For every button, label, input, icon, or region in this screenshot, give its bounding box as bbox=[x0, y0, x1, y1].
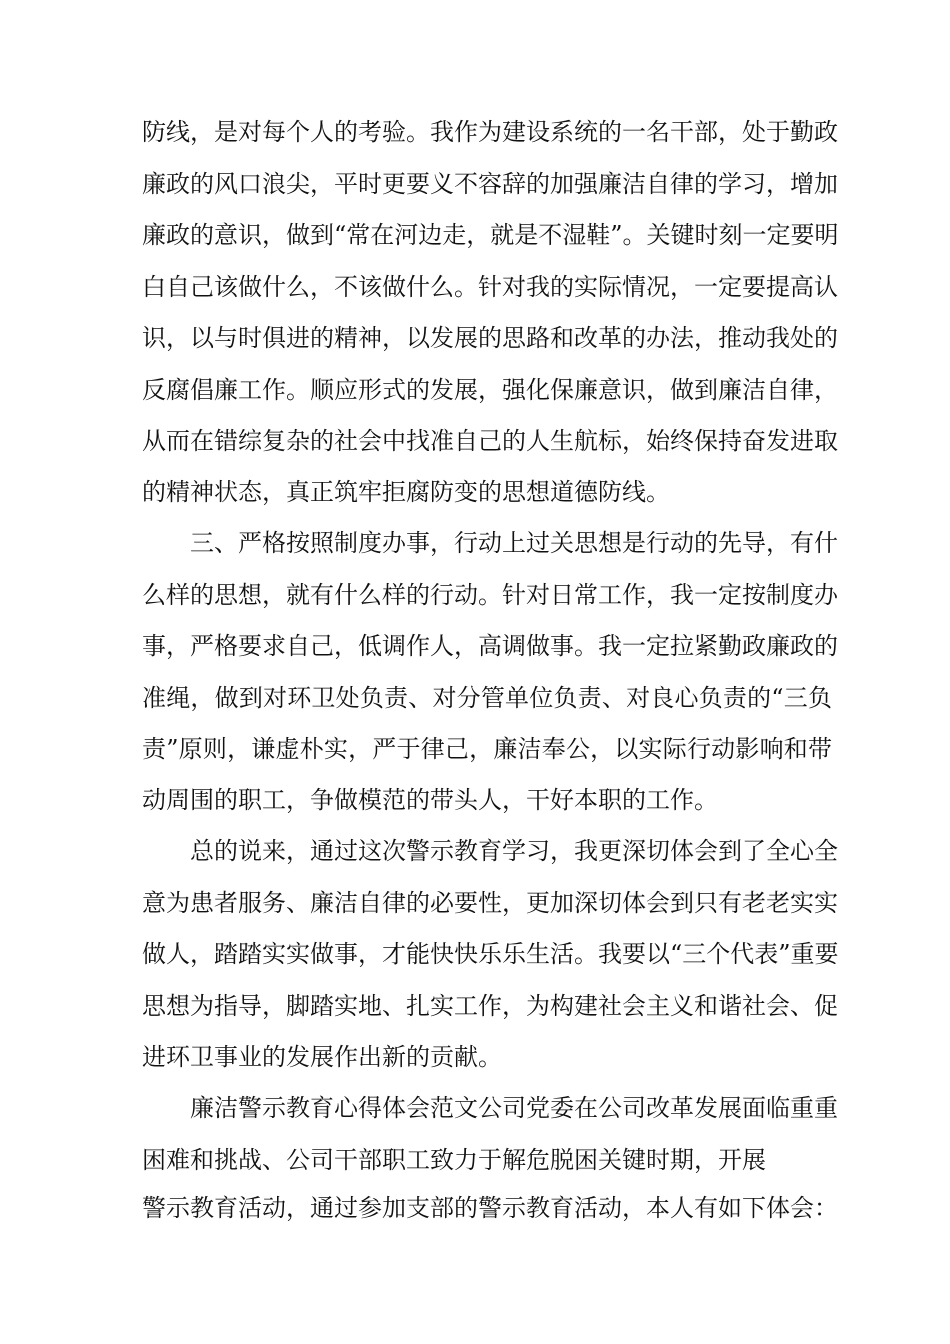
text-line: 警示教育活动，通过参加支部的警示教育活动，本人有如下体会： bbox=[142, 1194, 838, 1222]
text-line: 的精神状态，真正筑牢拒腐防变的思想道德防线。 bbox=[142, 478, 670, 506]
text-line: 从而在错综复杂的社会中找准自己的人生航标，始终保持奋发进取 bbox=[142, 427, 838, 455]
text-line: 防线，是对每个人的考验。我作为建设系统的一名干部，处于勤政 bbox=[142, 118, 838, 146]
text-line: 识，以与时俱进的精神，以发展的思路和改革的办法，推动我处的 bbox=[142, 324, 838, 352]
text-line: 廉政的风口浪尖，平时更要义不容辞的加强廉洁自律的学习，增加 bbox=[142, 170, 838, 198]
text-line: 困难和挑战、公司干部职工致力于解危脱困关键时期，开展 bbox=[142, 1146, 766, 1174]
text-line: 事，严格要求自己，低调作人，高调做事。我一定拉紧勤政廉政的 bbox=[142, 632, 838, 660]
text-line: 思想为指导，脚踏实地、扎实工作，为构建社会主义和谐社会、促 bbox=[142, 992, 838, 1020]
text-line: 反腐倡廉工作。顺应形式的发展，强化保廉意识，做到廉洁自律， bbox=[142, 376, 838, 404]
text-line: 责”原则，谦虚朴实，严于律己，廉洁奉公，以实际行动影响和带 bbox=[142, 735, 832, 763]
paragraph-first-line: 廉洁警示教育心得体会范文公司党委在公司改革发展面临重重 bbox=[190, 1094, 838, 1122]
text-line: 意为患者服务、廉洁自律的必要性，更加深切体会到只有老老实实 bbox=[142, 889, 838, 917]
text-line: 廉政的意识，做到“常在河边走，就是不湿鞋”。关键时刻一定要明 bbox=[142, 221, 839, 249]
text-line: 准绳，做到对环卫处负责、对分管单位负责、对良心负责的“三负 bbox=[142, 684, 832, 712]
text-line: 做人，踏踏实实做事，才能快快乐乐生活。我要以“三个代表”重要 bbox=[142, 940, 839, 968]
text-line: 进环卫事业的发展作出新的贡献。 bbox=[142, 1043, 502, 1071]
text-line: 动周围的职工，争做模范的带头人，干好本职的工作。 bbox=[142, 786, 718, 814]
text-line: 么样的思想，就有什么样的行动。针对日常工作，我一定按制度办 bbox=[142, 581, 838, 609]
paragraph-first-line: 三、严格按照制度办事，行动上过关思想是行动的先导，有什 bbox=[190, 529, 838, 557]
text-line: 白自己该做什么，不该做什么。针对我的实际情况，一定要提高认 bbox=[142, 273, 838, 301]
paragraph-first-line: 总的说来，通过这次警示教育学习，我更深切体会到了全心全 bbox=[190, 837, 838, 865]
